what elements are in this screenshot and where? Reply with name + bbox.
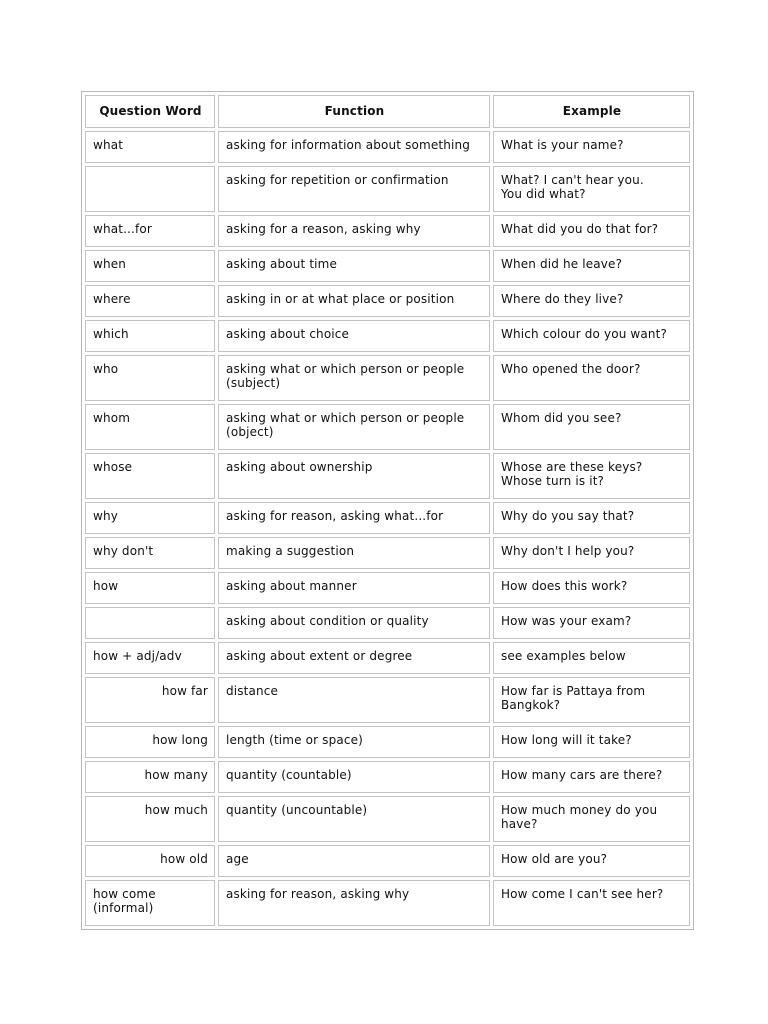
- table-row: [85, 607, 690, 639]
- function-cell: asking about time: [218, 250, 490, 282]
- example-cell: Who opened the door?: [493, 355, 690, 401]
- function-cell: asking what or which person or people (subject): [218, 355, 490, 401]
- question-word-cell: why don't: [85, 537, 215, 569]
- example-cell: see examples below: [493, 642, 690, 674]
- question-word-cell: when: [85, 250, 215, 282]
- question-word-cell: which: [85, 320, 215, 352]
- table-row: [85, 131, 690, 163]
- question-word-cell: [85, 607, 215, 639]
- function-cell: length (time or space): [218, 726, 490, 758]
- table-row: [85, 761, 690, 793]
- question-word-cell: [85, 166, 215, 212]
- function-cell: asking about condition or quality: [218, 607, 490, 639]
- question-word-cell: how many: [85, 761, 215, 793]
- example-cell: How come I can't see her?: [493, 880, 690, 926]
- example-cell: How does this work?: [493, 572, 690, 604]
- function-cell: asking about extent or degree: [218, 642, 490, 674]
- question-word-cell: who: [85, 355, 215, 401]
- table-row: [85, 845, 690, 877]
- example-cell: How long will it take?: [493, 726, 690, 758]
- function-cell: asking for reason, asking what...for: [218, 502, 490, 534]
- question-word-cell: where: [85, 285, 215, 317]
- function-cell: asking for a reason, asking why: [218, 215, 490, 247]
- function-cell: quantity (uncountable): [218, 796, 490, 842]
- question-word-cell: how old: [85, 845, 215, 877]
- table-row: [85, 285, 690, 317]
- question-word-cell: what...for: [85, 215, 215, 247]
- question-words-table: [81, 91, 694, 930]
- example-cell: What? I can't hear you. You did what?: [493, 166, 690, 212]
- example-cell: What is your name?: [493, 131, 690, 163]
- table-row: [85, 726, 690, 758]
- function-cell: quantity (countable): [218, 761, 490, 793]
- question-word-cell: how: [85, 572, 215, 604]
- table-row: [85, 453, 690, 499]
- table-row: [85, 642, 690, 674]
- function-cell: asking about ownership: [218, 453, 490, 499]
- table-row: [85, 880, 690, 926]
- question-word-cell: how + adj/adv: [85, 642, 215, 674]
- table-row: [85, 404, 690, 450]
- example-cell: Why do you say that?: [493, 502, 690, 534]
- example-cell: Why don't I help you?: [493, 537, 690, 569]
- table-row: [85, 572, 690, 604]
- example-cell: Where do they live?: [493, 285, 690, 317]
- header-question-word: Question Word: [85, 95, 215, 128]
- example-cell: Which colour do you want?: [493, 320, 690, 352]
- question-word-cell: whose: [85, 453, 215, 499]
- table-row: [85, 537, 690, 569]
- example-cell: How much money do you have?: [493, 796, 690, 842]
- function-cell: distance: [218, 677, 490, 723]
- function-cell: asking about choice: [218, 320, 490, 352]
- function-cell: asking about manner: [218, 572, 490, 604]
- question-word-cell: how come (informal): [85, 880, 215, 926]
- table-row: [85, 677, 690, 723]
- example-cell: How far is Pattaya from Bangkok?: [493, 677, 690, 723]
- example-cell: How many cars are there?: [493, 761, 690, 793]
- example-cell: Whom did you see?: [493, 404, 690, 450]
- function-cell: asking for reason, asking why: [218, 880, 490, 926]
- header-example: Example: [493, 95, 690, 128]
- question-word-cell: what: [85, 131, 215, 163]
- question-word-cell: how far: [85, 677, 215, 723]
- question-word-cell: whom: [85, 404, 215, 450]
- question-word-cell: how long: [85, 726, 215, 758]
- header-row: [85, 95, 690, 128]
- table-row: [85, 215, 690, 247]
- function-cell: asking for repetition or confirmation: [218, 166, 490, 212]
- function-cell: asking for information about something: [218, 131, 490, 163]
- table-row: [85, 796, 690, 842]
- example-cell: When did he leave?: [493, 250, 690, 282]
- example-cell: How old are you?: [493, 845, 690, 877]
- question-word-cell: how much: [85, 796, 215, 842]
- table-row: [85, 320, 690, 352]
- function-cell: asking in or at what place or position: [218, 285, 490, 317]
- function-cell: age: [218, 845, 490, 877]
- table-row: [85, 355, 690, 401]
- question-word-cell: why: [85, 502, 215, 534]
- table-row: [85, 166, 690, 212]
- table-row: [85, 250, 690, 282]
- function-cell: asking what or which person or people (object): [218, 404, 490, 450]
- header-function: Function: [218, 95, 490, 128]
- example-cell: Whose are these keys? Whose turn is it?: [493, 453, 690, 499]
- function-cell: making a suggestion: [218, 537, 490, 569]
- example-cell: What did you do that for?: [493, 215, 690, 247]
- table-row: [85, 502, 690, 534]
- example-cell: How was your exam?: [493, 607, 690, 639]
